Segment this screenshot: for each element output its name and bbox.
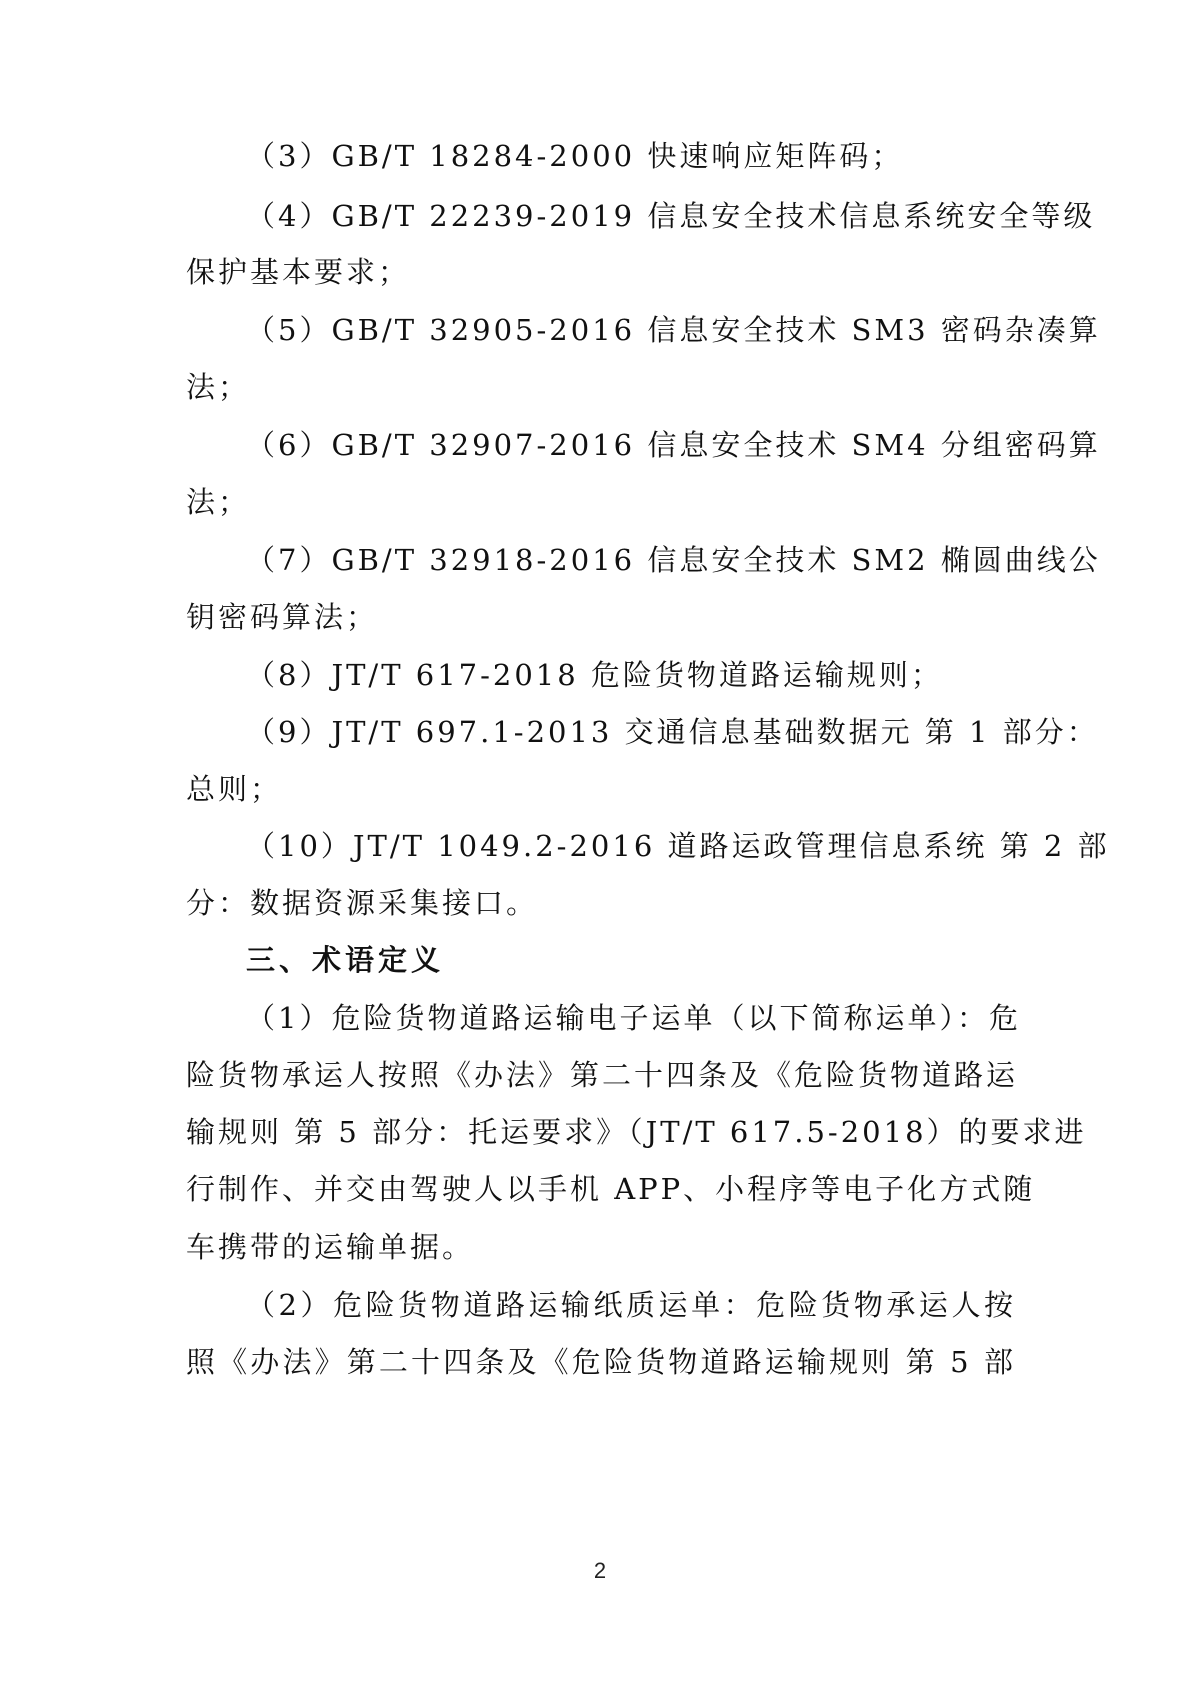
term-1-line-1: （1）危险货物道路运输电子运单（以下简称运单）：危 bbox=[246, 1001, 1021, 1035]
standard-item-9-continued: 总则； bbox=[186, 772, 283, 806]
standard-item-6-continued: 法； bbox=[186, 485, 251, 519]
section-heading-terms: 三、术语定义 bbox=[246, 943, 445, 977]
standard-item-5-continued: 法； bbox=[186, 370, 251, 404]
page-number: 2 bbox=[593, 1558, 607, 1583]
standard-item-4-continued: 保护基本要求； bbox=[186, 255, 411, 289]
standard-item-5: （5）GB/T 32905-2016 信息安全技术 SM3 密码杂凑算 bbox=[246, 313, 1101, 347]
standard-item-10: （10）JT/T 1049.2-2016 道路运政管理信息系统 第 2 部 bbox=[246, 829, 1110, 863]
standard-item-9: （9）JT/T 697.1-2013 交通信息基础数据元 第 1 部分： bbox=[246, 715, 1099, 749]
term-1-line-3: 输规则 第 5 部分：托运要求》（JT/T 617.5-2018）的要求进 bbox=[186, 1115, 1087, 1149]
standard-item-10-continued: 分：数据资源采集接口。 bbox=[186, 886, 539, 920]
standard-item-3: （3）GB/T 18284-2000 快速响应矩阵码； bbox=[246, 139, 904, 173]
term-1-line-2: 险货物承运人按照《办法》第二十四条及《危险货物道路运 bbox=[186, 1058, 1019, 1092]
standard-item-8: （8）JT/T 617-2018 危险货物道路运输规则； bbox=[246, 658, 943, 692]
standard-item-4: （4）GB/T 22239-2019 信息安全技术信息系统安全等级 bbox=[246, 199, 1096, 233]
standard-item-7: （7）GB/T 32918-2016 信息安全技术 SM2 椭圆曲线公 bbox=[246, 543, 1101, 577]
standard-item-7-continued: 钥密码算法； bbox=[186, 600, 379, 634]
term-1-line-4: 行制作、并交由驾驶人以手机 APP、小程序等电子化方式随 bbox=[186, 1172, 1036, 1206]
term-2-line-1: （2）危险货物道路运输纸质运单：危险货物承运人按 bbox=[246, 1288, 1016, 1322]
standard-item-6: （6）GB/T 32907-2016 信息安全技术 SM4 分组密码算 bbox=[246, 428, 1101, 462]
term-1-line-5: 车携带的运输单据。 bbox=[186, 1230, 475, 1264]
term-2-line-2: 照《办法》第二十四条及《危险货物道路运输规则 第 5 部 bbox=[186, 1345, 1016, 1379]
